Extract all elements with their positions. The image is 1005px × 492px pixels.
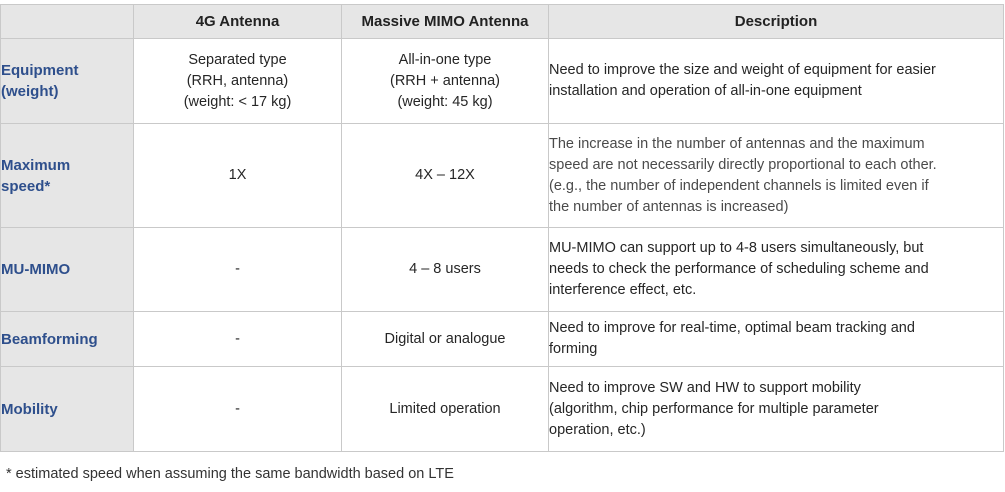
header-massive-mimo-antenna: Massive MIMO Antenna	[342, 5, 549, 39]
row-label-maximum-speed: Maximum speed*	[1, 124, 134, 228]
cell-mimo-equipment: All-in-one type (RRH + antenna) (weight: 45 kg)	[342, 39, 549, 124]
header-blank-cell	[1, 5, 134, 39]
table-row-mobility	[1, 367, 1004, 452]
header-4g-antenna: 4G Antenna	[134, 5, 342, 39]
cell-4g-mobility: -	[134, 367, 342, 452]
row-label-mobility: Mobility	[1, 367, 134, 452]
cell-4g-mu-mimo: -	[134, 228, 342, 312]
row-label-beamforming: Beamforming	[1, 312, 134, 367]
table-header-row	[1, 5, 1004, 39]
cell-desc-mobility: Need to improve SW and HW to support mobility (algorithm, chip performance for multiple parameter operation, etc.)	[549, 367, 1004, 452]
cell-mimo-beamforming: Digital or analogue	[342, 312, 549, 367]
comparison-table	[0, 4, 1004, 452]
row-label-mu-mimo: MU-MIMO	[1, 228, 134, 312]
cell-mimo-mobility: Limited operation	[342, 367, 549, 452]
cell-desc-maximum-speed: The increase in the number of antennas and the maximum speed are not necessarily directly proportional to each other. (e.g., the number of independent channels is limited even if the number of antennas is increased)	[549, 124, 1004, 228]
table-row-mu-mimo	[1, 228, 1004, 312]
cell-4g-equipment: Separated type (RRH, antenna) (weight: < 17 kg)	[134, 39, 342, 124]
cell-desc-equipment: Need to improve the size and weight of equipment for easier installation and operation of all-in-one equipment	[549, 39, 1004, 124]
cell-mimo-mu-mimo: 4 – 8 users	[342, 228, 549, 312]
cell-desc-beamforming: Need to improve for real-time, optimal beam tracking and forming	[549, 312, 1004, 367]
cell-desc-mu-mimo: MU-MIMO can support up to 4-8 users simultaneously, but needs to check the performance of scheduling scheme and interference effect, etc.	[549, 228, 1004, 312]
header-description: Description	[549, 5, 1004, 39]
footnote: * estimated speed when assuming the same bandwidth based on LTE	[6, 466, 454, 482]
cell-4g-beamforming: -	[134, 312, 342, 367]
table-row-maximum-speed	[1, 124, 1004, 228]
row-label-equipment: Equipment (weight)	[1, 39, 134, 124]
table-row-equipment	[1, 39, 1004, 124]
cell-mimo-maximum-speed: 4X – 12X	[342, 124, 549, 228]
table-row-beamforming	[1, 312, 1004, 367]
cell-4g-maximum-speed: 1X	[134, 124, 342, 228]
